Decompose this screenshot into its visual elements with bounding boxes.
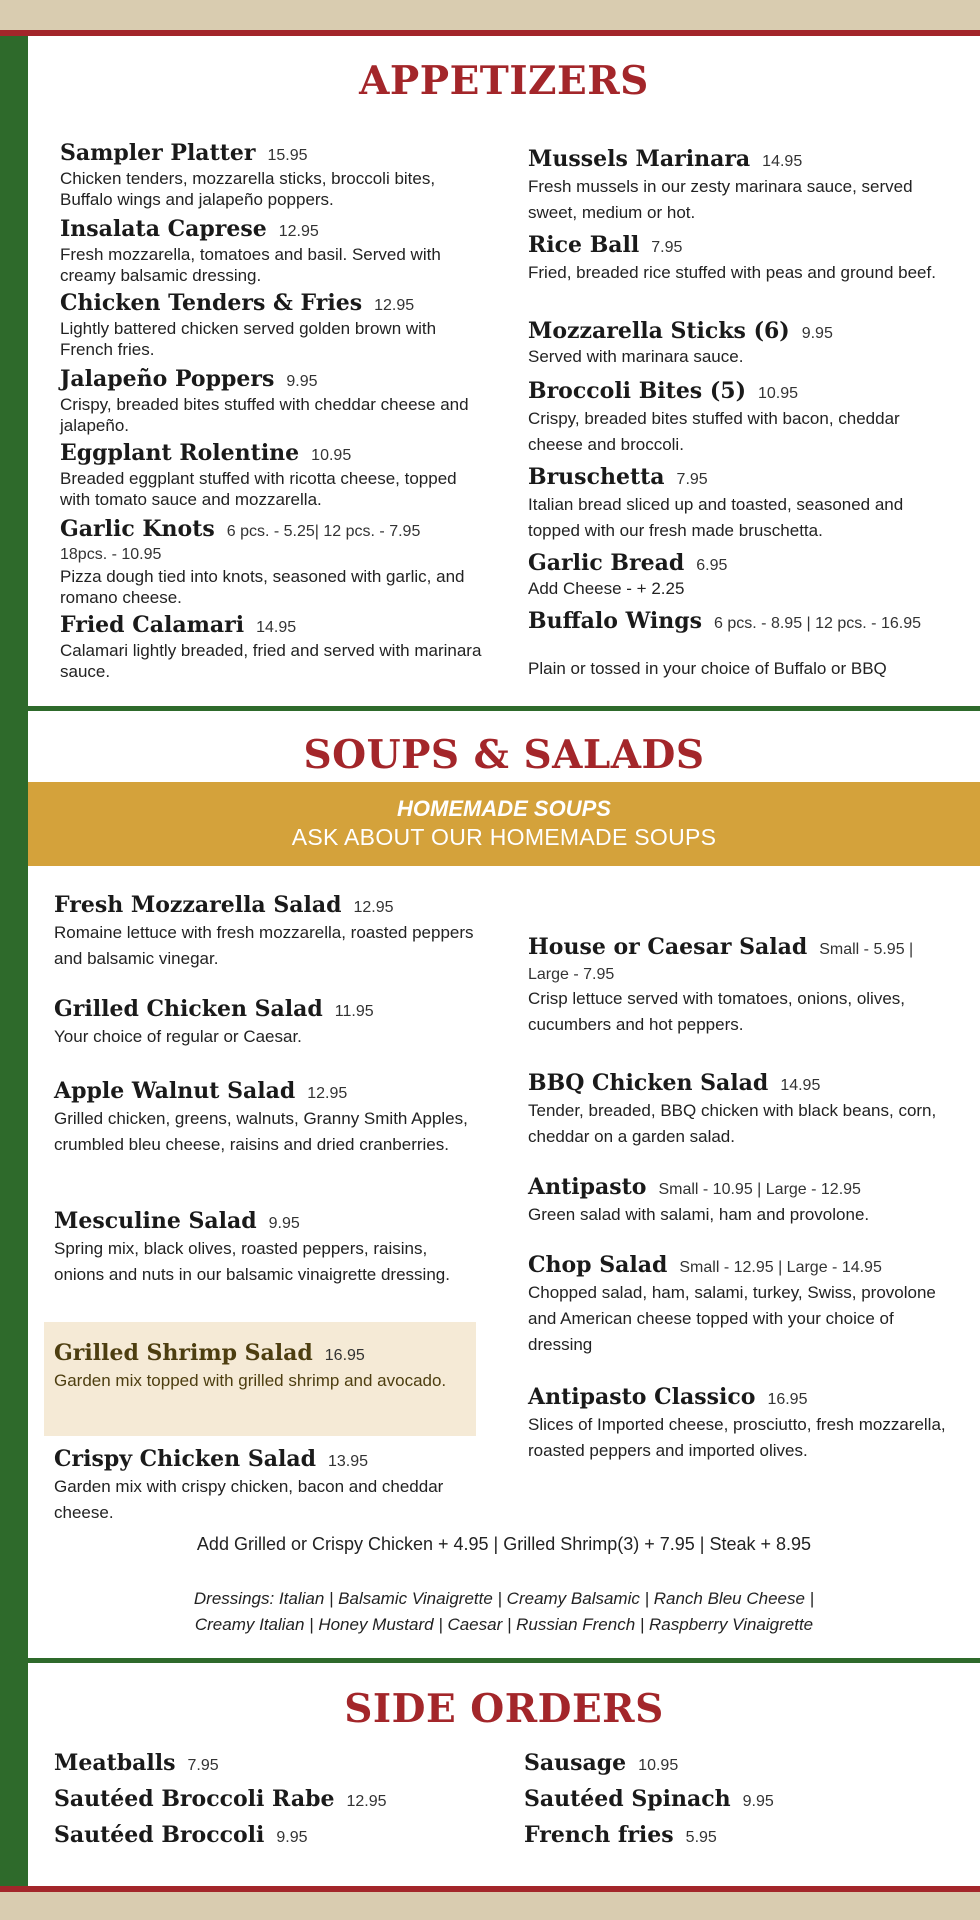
item-description: Spring mix, black olives, roasted peppers, raisins, onions and nuts in our balsamic vinaigrette dressing. [54, 1239, 450, 1284]
menu-item [528, 318, 958, 367]
item-price: 12.95 [346, 1793, 387, 1810]
item-description: Pizza dough tied into knots, seasoned with garlic, and romano cheese. [60, 567, 465, 607]
menu-item [528, 1252, 958, 1358]
menu-item [528, 464, 958, 544]
item-name: Broccoli Bites (5) [528, 378, 746, 404]
menu-item [528, 934, 958, 1038]
item-description: Calamari lightly breaded, fried and served with marinara sauce. [60, 641, 482, 681]
item-description: Add Cheese - + 2.25 [528, 579, 685, 598]
dressings-line-1: Dressings: Italian | Balsamic Vinaigrette | Creamy Balsamic | Ranch Bleu Cheese | [193, 1589, 815, 1608]
soups-salads-title: SOUPS & SALADS [303, 732, 705, 778]
item-price: 12.95 [307, 1085, 348, 1102]
item-price: 10.95 [638, 1757, 679, 1774]
item-name: Antipasto [528, 1174, 647, 1200]
item-name: Mozzarella Sticks (6) [528, 318, 790, 344]
item-name: BBQ Chicken Salad [528, 1070, 769, 1096]
item-name: French fries [524, 1822, 674, 1848]
item-price: 14.95 [780, 1077, 821, 1094]
item-description: Crispy, breaded bites stuffed with bacon, cheddar cheese and broccoli. [528, 409, 900, 454]
item-name: Garlic Knots [60, 516, 215, 542]
menu-item [528, 146, 958, 226]
item-description: Grilled chicken, greens, walnuts, Granny Smith Apples, crumbled bleu cheese, raisins and dried cranberries. [54, 1109, 468, 1154]
menu-item [528, 1384, 968, 1464]
top-red-stripe [0, 30, 980, 36]
menu-item-highlighted [54, 1340, 464, 1394]
item-price-extra: 18pcs. - 10.95 [60, 546, 162, 563]
item-price: Small - 10.95 | Large - 12.95 [658, 1181, 861, 1198]
menu-item [60, 366, 490, 436]
bottom-border-band [0, 1892, 980, 1920]
item-price: Small - 12.95 | Large - 14.95 [679, 1259, 882, 1276]
item-name: Sautéed Spinach [524, 1786, 731, 1812]
item-description: Fresh mussels in our zesty marinara sauce, served sweet, medium or hot. [528, 177, 913, 222]
item-price: Small - 5.95 | [819, 941, 914, 958]
side-item [54, 1822, 308, 1848]
item-description: Served with marinara sauce. [528, 347, 744, 366]
side-item [54, 1786, 387, 1812]
item-name: Fresh Mozzarella Salad [54, 892, 342, 918]
item-name: Mussels Marinara [528, 146, 751, 172]
item-description: Crispy, breaded bites stuffed with cheddar cheese and jalapeño. [60, 395, 469, 435]
item-price: 11.95 [334, 1003, 374, 1020]
menu-item [528, 232, 958, 286]
item-description: Chopped salad, ham, salami, turkey, Swiss, provolone and American cheese topped with your choice of dressing [528, 1283, 936, 1354]
menu-item [528, 1174, 958, 1228]
menu-item [60, 516, 490, 608]
item-price: 10.95 [311, 447, 352, 464]
banner-title: HOMEMADE SOUPS [397, 796, 611, 821]
item-description: Fresh mozzarella, tomatoes and basil. Served with creamy balsamic dressing. [60, 245, 441, 285]
item-name: Rice Ball [528, 232, 640, 258]
item-description: Fried, breaded rice stuffed with peas and ground beef. [528, 263, 936, 282]
item-name: Garlic Bread [528, 550, 685, 576]
dressings-line-2: Creamy Italian | Honey Mustard | Caesar | Russian French | Raspberry Vinaigrette [194, 1615, 814, 1634]
item-description: Slices of Imported cheese, prosciutto, fresh mozzarella, roasted peppers and imported olives. [528, 1415, 946, 1460]
item-name: Eggplant Rolentine [60, 440, 300, 466]
item-name: Meatballs [54, 1750, 176, 1776]
menu-item [54, 892, 474, 972]
menu-item [60, 140, 490, 210]
item-name: Sautéed Broccoli Rabe [54, 1786, 335, 1812]
item-name: Crispy Chicken Salad [54, 1446, 316, 1472]
item-price: 14.95 [762, 153, 803, 170]
item-description: Green salad with salami, ham and provolone. [528, 1205, 870, 1224]
item-price: 6 pcs. - 8.95 | 12 pcs. - 16.95 [714, 615, 921, 632]
item-name: Sampler Platter [60, 140, 256, 166]
item-description: Breaded eggplant stuffed with ricotta cheese, topped with tomato sauce and mozzarella. [60, 469, 457, 509]
item-name: Grilled Shrimp Salad [54, 1340, 313, 1366]
menu-item [528, 1070, 958, 1150]
item-description: Chicken tenders, mozzarella sticks, broccoli bites, Buffalo wings and jalapeño poppers. [60, 169, 436, 209]
item-price: 9.95 [268, 1215, 300, 1232]
item-price: 15.95 [267, 147, 308, 164]
item-price-extra: Large - 7.95 [528, 966, 615, 983]
item-name: Bruschetta [528, 464, 665, 490]
item-price: 16.95 [767, 1391, 808, 1408]
item-price: 7.95 [651, 239, 683, 256]
menu-item [60, 290, 490, 360]
item-name: Chicken Tenders & Fries [60, 290, 363, 316]
item-price: 9.95 [801, 325, 833, 342]
item-description: Your choice of regular or Caesar. [54, 1027, 302, 1046]
item-price: 14.95 [256, 619, 297, 636]
item-price: 6 pcs. - 5.25| 12 pcs. - 7.95 [226, 523, 421, 540]
side-item [54, 1750, 219, 1776]
item-description: Italian bread sliced up and toasted, seasoned and topped with our fresh made bruschetta. [528, 495, 904, 540]
item-name: Jalapeño Poppers [60, 366, 275, 392]
menu-item [528, 550, 958, 599]
item-price: 12.95 [374, 297, 415, 314]
menu-item [54, 1446, 474, 1526]
menu-item [60, 440, 490, 510]
menu-item [54, 996, 474, 1050]
section-divider [28, 706, 980, 711]
item-price: 12.95 [353, 899, 394, 916]
item-name: Antipasto Classico [528, 1384, 756, 1410]
item-name: Buffalo Wings [528, 608, 703, 634]
menu-item [528, 608, 968, 679]
item-description: Garden mix with crispy chicken, bacon and cheddar cheese. [54, 1477, 444, 1522]
item-description: Tender, breaded, BBQ chicken with black beans, corn, cheddar on a garden salad. [528, 1101, 937, 1146]
side-item [524, 1822, 717, 1848]
item-price: 7.95 [676, 471, 708, 488]
item-name: Grilled Chicken Salad [54, 996, 323, 1022]
salad-addons: Add Grilled or Crispy Chicken + 4.95 | Grilled Shrimp(3) + 7.95 | Steak + 8.95 [196, 1534, 812, 1554]
side-item [524, 1750, 678, 1776]
appetizers-title: APPETIZERS [359, 58, 649, 104]
item-price: 7.95 [187, 1757, 219, 1774]
item-name: House or Caesar Salad [528, 934, 808, 960]
item-price: 9.95 [286, 373, 318, 390]
item-name: Chop Salad [528, 1252, 668, 1278]
menu-item [54, 1208, 474, 1288]
item-description: Garden mix topped with grilled shrimp and avocado. [54, 1371, 447, 1390]
homemade-soups-banner [28, 782, 980, 866]
item-price: 6.95 [696, 557, 728, 574]
menu-item [60, 612, 490, 682]
section-divider [28, 1658, 980, 1663]
item-description: Lightly battered chicken served golden brown with French fries. [60, 319, 437, 359]
banner-subtitle: ASK ABOUT OUR HOMEMADE SOUPS [291, 824, 717, 850]
item-description: Crisp lettuce served with tomatoes, onions, olives, cucumbers and hot peppers. [528, 989, 906, 1034]
item-price: 9.95 [742, 1793, 774, 1810]
menu-item [60, 216, 490, 286]
item-name: Sautéed Broccoli [54, 1822, 265, 1848]
side-item [524, 1786, 774, 1812]
item-name: Insalata Caprese [60, 216, 267, 242]
item-name: Sausage [524, 1750, 627, 1776]
item-price: 13.95 [327, 1453, 369, 1470]
item-description: Romaine lettuce with fresh mozzarella, roasted peppers and balsamic vinegar. [54, 923, 474, 968]
item-name: Mesculine Salad [54, 1208, 257, 1234]
item-name: Fried Calamari [60, 612, 245, 638]
top-border-band [0, 0, 980, 30]
side-orders-title: SIDE ORDERS [344, 1686, 664, 1732]
item-price: 16.95 [324, 1347, 365, 1364]
item-description: Plain or tossed in your choice of Buffalo or BBQ [528, 659, 887, 678]
item-price: 12.95 [278, 223, 319, 240]
item-price: 10.95 [757, 385, 799, 402]
item-price: 5.95 [685, 1829, 717, 1846]
item-name: Apple Walnut Salad [54, 1078, 296, 1104]
left-green-stripe [0, 36, 28, 1888]
item-price: 9.95 [276, 1829, 308, 1846]
menu-item [528, 378, 958, 458]
menu-item [54, 1078, 474, 1158]
